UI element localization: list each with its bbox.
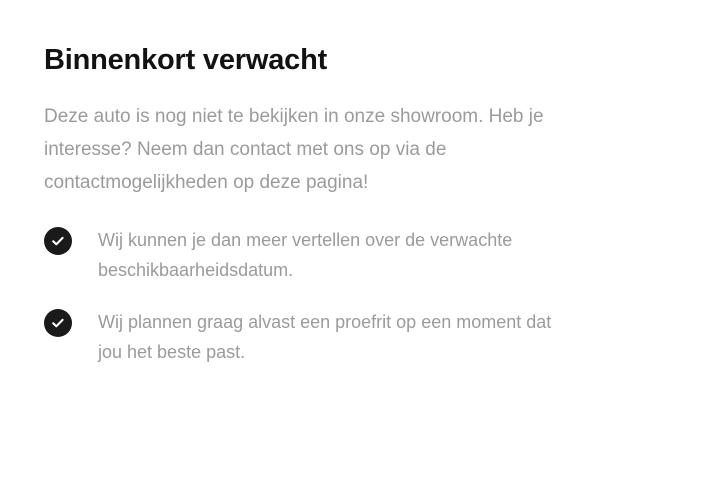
- list-item-label: Wij plannen graag alvast een proefrit op een moment dat jou het beste past.: [98, 312, 552, 362]
- intro-paragraph: Deze auto is nog niet te bekijken in onze showroom. Heb je interesse? Neem dan contact met ons op via de contactmogelijkheden op deze pagina!: [44, 106, 544, 193]
- check-circle-icon: [44, 309, 72, 337]
- benefit-list: [44, 225, 676, 367]
- check-circle-icon: [44, 227, 72, 255]
- page-title: Binnenkort verwacht: [44, 44, 328, 76]
- list-item: [44, 225, 676, 285]
- list-item: [44, 307, 676, 367]
- list-item-label: Wij kunnen je dan meer vertellen over de verwachte beschikbaarheidsdatum.: [98, 230, 513, 280]
